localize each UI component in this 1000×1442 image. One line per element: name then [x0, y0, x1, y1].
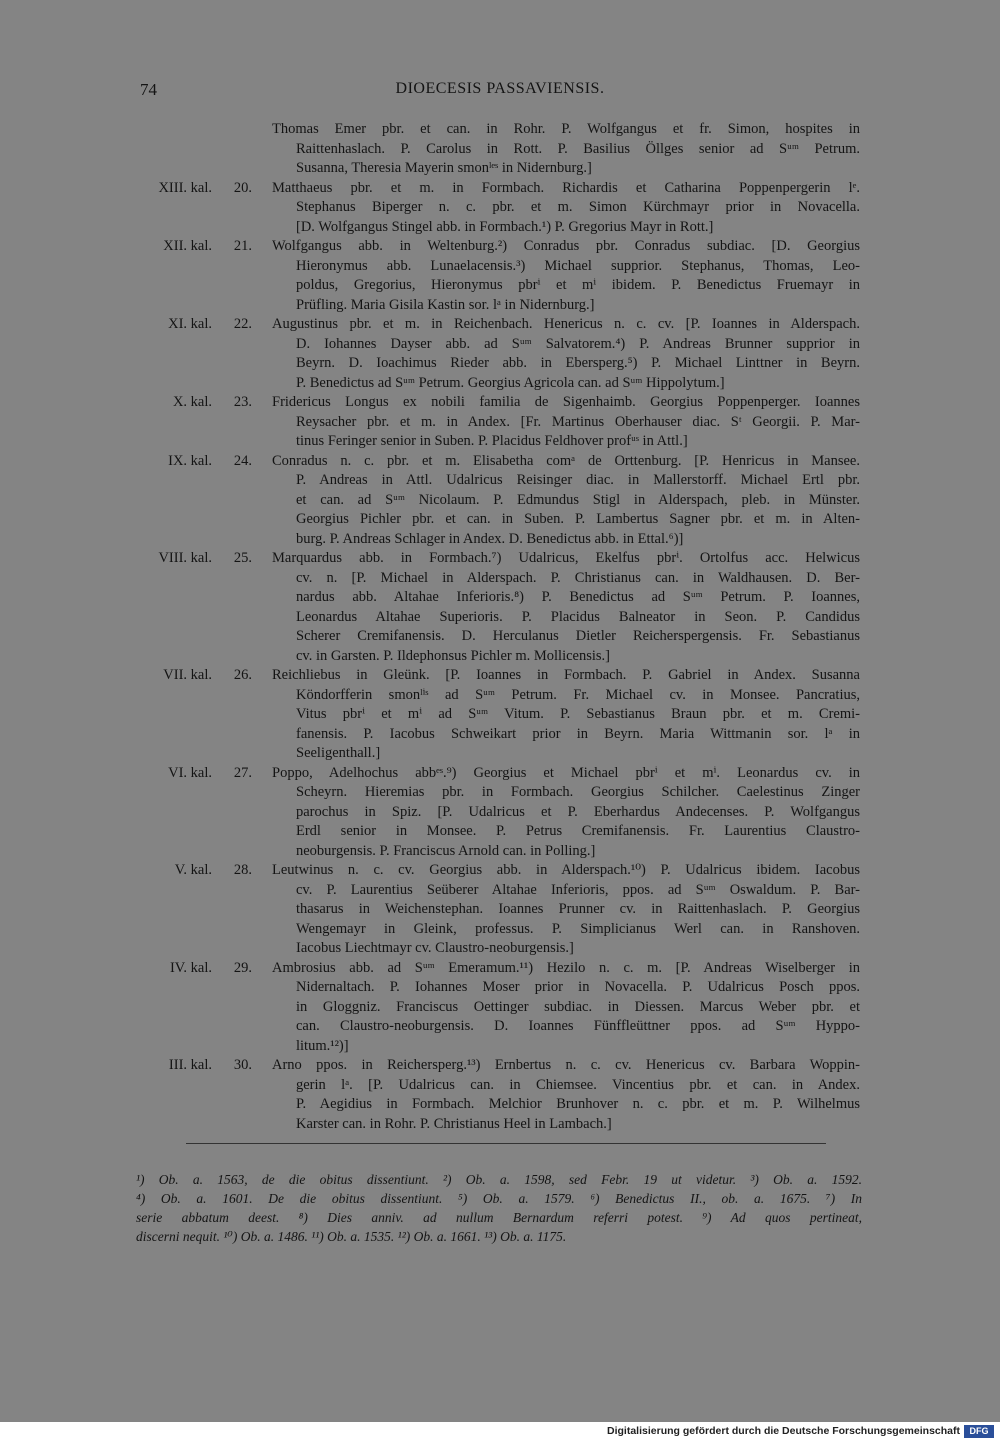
- entry-text: [272, 452, 860, 550]
- entry-line: Leonardus Altahae Superioris. P. Placidus Balneator in Seon. P. Candidus: [296, 608, 860, 625]
- entry-text: [272, 315, 860, 393]
- entry-line: [D. Wolfgangus Stingel abb. in Formbach.¹) P. Gregorius Mayr in Rott.]: [296, 218, 714, 235]
- calendar-entry: [0, 179, 1000, 238]
- footnote-line: discerni nequit. ¹⁰) Ob. a. 1486. ¹¹) Ob. a. 1535. ¹²) Ob. a. 1661. ¹³) Ob. a. 1175.: [136, 1229, 567, 1244]
- entry-line: Köndorfferin smonˡⁱˢ ad Sᵘᵐ Petrum. Fr. Michael cv. in Monsee. Pancratius,: [296, 686, 860, 703]
- entry-line: Iacobus Liechtmayr cv. Claustro-neoburgensis.]: [296, 940, 574, 956]
- entry-line: et can. ad Sᵘᵐ Nicolaum. P. Edmundus Stigl in Alderspach, pleb. in Münster.: [296, 491, 860, 508]
- entry-day: 20.: [233, 179, 252, 196]
- entry-line: Reysacher pbr. et m. in Andex. [Fr. Martinus Oberhauser diac. Sᵗ Georgii. P. Mar-: [296, 413, 860, 430]
- entry-line: Matthaeus pbr. et m. in Formbach. Richardis et Catharina Poppenpergerin lᵉ.: [272, 179, 860, 196]
- entry-text: [272, 959, 860, 1057]
- entry-line: Marquardus abb. in Formbach.⁷) Udalricus, Ekelfus pbrⁱ. Ortolfus acc. Helwicus: [272, 550, 860, 566]
- entry-line: cv. n. [P. Michael in Alderspach. P. Christianus can. in Waldhausen. D. Ber-: [296, 569, 860, 586]
- entry-line: Erdl senior in Monsee. P. Petrus Cremifanensis. Fr. Laurentius Claustro-: [296, 823, 860, 839]
- funding-notice: Digitalisierung gefördert durch die Deutsche Forschungsgemeinschaft: [607, 1425, 960, 1437]
- running-title: DIOECESIS PASSAVIENSIS.: [395, 80, 605, 97]
- entry-line: nardus abb. Altahae Inferioris.⁸) P. Benedictus ad Sᵘᵐ Petrum. P. Ioannes,: [296, 589, 860, 605]
- footnote-rule: [186, 1143, 826, 1144]
- entry-day: 21.: [233, 238, 252, 254]
- entry-line: Thomas Emer pbr. et can. in Rohr. P. Wolfgangus et fr. Simon, hospites in: [272, 121, 860, 137]
- entry-day: 22.: [233, 316, 252, 332]
- entry-date: XI. kal.: [168, 316, 212, 332]
- entry-line: cv. in Garsten. P. Ildephonsus Pichler m. Mollicensis.]: [296, 647, 610, 664]
- footer-bar: [0, 1422, 1000, 1442]
- entry-line: Prüfling. Maria Gisila Kastin sor. lᵃ in Nidernburg.]: [296, 296, 595, 313]
- entry-date: VIII. kal.: [158, 550, 212, 566]
- entry-line: Stephanus Biperger n. c. pbr. et m. Simon Kürchmayr prior in Novacella.: [296, 199, 860, 215]
- calendar-entry: [0, 237, 1000, 315]
- entry-line: in Gloggniz. Franciscus Oettinger subdiac. in Diessen. Marcus Weber pbr. et: [296, 998, 860, 1015]
- entry-line: Augustinus pbr. et m. in Reichenbach. Henericus n. c. cv. [P. Ioannes in Alderspach.: [272, 316, 860, 332]
- entry-line: Seeligenthall.]: [296, 745, 381, 761]
- entry-line: D. Iohannes Dayser abb. ad Sᵘᵐ Salvatorem.⁴) P. Andreas Brunner supprior in: [296, 335, 860, 352]
- entry-line: Arno ppos. in Reichersperg.¹³) Ernbertus n. c. cv. Henericus cv. Barbara Woppin-: [272, 1057, 860, 1073]
- entry-text: [272, 393, 860, 452]
- entry-date: X. kal.: [172, 394, 212, 410]
- entry-date: V. kal.: [174, 862, 212, 878]
- entry-day: 23.: [233, 394, 252, 410]
- entry-line: burg. P. Andreas Schlager in Andex. D. Benedictus abb. in Ettal.⁶)]: [296, 530, 684, 547]
- entry-day: 24.: [233, 452, 252, 469]
- entry-text: [272, 237, 860, 315]
- entry-line: Ambrosius abb. ad Sᵘᵐ Emeramum.¹¹) Hezilo n. c. m. [P. Andreas Wiselberger in: [272, 959, 860, 976]
- calendar-entry: [0, 764, 1000, 862]
- calendar-entry: [0, 120, 1000, 179]
- entry-line: tinus Feringer senior in Suben. P. Placidus Feldhover profᵘˢ in Attl.]: [296, 433, 688, 449]
- entry-line: parochus in Spiz. [P. Udalricus et P. Eberhardus Andecenses. P. Wolfgangus: [296, 803, 860, 820]
- entry-line: P. Andreas in Attl. Udalricus Reisinger diac. in Mallerstorff. Michael Ertl pbr.: [296, 472, 860, 488]
- page-number: 74: [140, 80, 157, 99]
- dfg-logo: DFG: [964, 1425, 994, 1438]
- calendar-entries: [0, 120, 1000, 1134]
- entry-line: Conradus n. c. pbr. et m. Elisabetha comᵃ de Orttenburg. [P. Henricus in Mansee.: [272, 452, 860, 469]
- entry-date: XIII. kal.: [158, 179, 212, 196]
- calendar-entry: [0, 861, 1000, 959]
- entry-line: Beyrn. D. Ioachimus Rieder abb. in Ebersperg.⁵) P. Michael Linttner in Beyrn.: [296, 355, 860, 371]
- footnote-line: ⁴) Ob. a. 1601. De die obitus dissentiunt. ⁵) Ob. a. 1579. ⁶) Benedictus II., ob. a. 1675. ⁷) In: [136, 1191, 862, 1206]
- entry-line: gerin lᵃ. [P. Udalricus can. in Chiemsee. Vincentius pbr. et can. in Andex.: [296, 1076, 860, 1093]
- entry-line: fanensis. P. Iacobus Schweikart prior in Beyrn. Maria Wittmanin sor. lᵃ in: [296, 725, 860, 742]
- entry-line: Leutwinus n. c. cv. Georgius abb. in Alderspach.¹⁰) P. Udalricus ibidem. Iacobus: [272, 862, 860, 878]
- entry-text: [272, 179, 860, 238]
- entry-line: can. Claustro-neoburgensis. D. Ioannes Fünffleüttner ppos. ad Sᵘᵐ Hyppo-: [296, 1018, 860, 1034]
- entry-date: IV. kal.: [169, 959, 212, 976]
- entry-text: [272, 764, 860, 862]
- entry-date: IX. kal.: [168, 452, 212, 469]
- calendar-entry: [0, 315, 1000, 393]
- entry-line: Reichliebus in Gleünk. [P. Ioannes in Formbach. P. Gabriel in Andex. Susanna: [272, 667, 860, 683]
- entry-line: Raittenhaslach. P. Carolus in Rott. P. Basilius Öllges senior ad Sᵘᵐ Petrum.: [296, 140, 860, 157]
- entry-day: 27.: [233, 764, 252, 781]
- entry-line: Georgius Pichler pbr. et can. in Suben. P. Lambertus Sagner pbr. et m. in Alten-: [296, 511, 860, 527]
- entry-line: Scherer Cremifanensis. D. Herculanus Dietler Reicherspergensis. Fr. Sebastianus: [296, 628, 860, 644]
- entry-line: P. Benedictus ad Sᵘᵐ Petrum. Georgius Agricola can. ad Sᵘᵐ Hippolytum.]: [296, 374, 725, 391]
- entry-text: [272, 666, 860, 764]
- footnote-line: serie abbatum deest. ⁸) Dies anniv. ad nullum Bernardum referri potest. ⁹) Ad quos pertineat,: [136, 1210, 862, 1225]
- entry-line: Wengemayr in Gleink, professus. P. Simplicianus Werl can. in Ranshoven.: [296, 920, 860, 937]
- entry-line: Susanna, Theresia Mayerin smonˡᵉˢ in Nidernburg.]: [296, 160, 592, 176]
- calendar-entry: [0, 1056, 1000, 1134]
- calendar-entry: [0, 666, 1000, 764]
- page-header: [140, 80, 860, 104]
- entry-date: XII. kal.: [163, 238, 212, 254]
- calendar-entry: [0, 393, 1000, 452]
- entry-line: P. Aegidius in Formbach. Melchior Brunhover n. c. pbr. et m. P. Wilhelmus: [296, 1096, 860, 1112]
- entry-line: thasarus in Weichenstephan. Ioannes Prunner cv. in Raittenhaslach. P. Georgius: [296, 901, 860, 917]
- entry-text: [272, 1056, 860, 1134]
- entry-day: 25.: [233, 550, 252, 566]
- calendar-entry: [0, 959, 1000, 1057]
- footnote-line: ¹) Ob. a. 1563, de die obitus dissentiunt. ²) Ob. a. 1598, sed Febr. 19 ut videtur. ³) Ob. a. 1592.: [136, 1172, 862, 1187]
- entry-date: VII. kal.: [163, 667, 212, 683]
- entry-line: Nidernaltach. P. Iohannes Moser prior in Novacella. P. Udalricus Posch ppos.: [296, 979, 860, 995]
- entry-text: [272, 861, 860, 959]
- entry-date: VI. kal.: [168, 764, 212, 781]
- footnotes: [136, 1170, 862, 1246]
- entry-line: poldus, Gregorius, Hieronymus pbrⁱ et mⁱ ibidem. P. Benedictus Fruemayr in: [296, 277, 860, 293]
- entry-day: 29.: [233, 959, 252, 976]
- entry-line: Hieronymus abb. Lunaelacensis.³) Michael supprior. Stephanus, Thomas, Leo-: [296, 257, 860, 274]
- entry-day: 28.: [233, 862, 252, 878]
- entry-line: Fridericus Longus ex nobili familia de Sigenhaimb. Georgius Poppenperger. Ioannes: [272, 394, 860, 410]
- entry-text: [272, 549, 860, 666]
- entry-line: Wolfgangus abb. in Weltenburg.²) Conradus pbr. Conradus subdiac. [D. Georgius: [272, 238, 860, 254]
- entry-line: Vitus pbrⁱ et mⁱ ad Sᵘᵐ Vitum. P. Sebastianus Braun pbr. et m. Cremi-: [296, 706, 860, 722]
- entry-line: Karster can. in Rohr. P. Christianus Heel in Lambach.]: [296, 1115, 612, 1132]
- entry-line: neoburgensis. P. Franciscus Arnold can. in Polling.]: [296, 842, 596, 859]
- calendar-entry: [0, 452, 1000, 550]
- entry-line: cv. P. Laurentius Seüberer Altahae Inferioris, ppos. ad Sᵘᵐ Oswaldum. P. Bar-: [296, 881, 860, 898]
- entry-line: litum.¹²)]: [296, 1037, 349, 1054]
- entry-date: III. kal.: [168, 1057, 212, 1073]
- entry-day: 30.: [233, 1057, 252, 1073]
- entry-line: Scheyrn. Hieremias pbr. in Formbach. Georgius Schilcher. Caelestinus Zinger: [296, 784, 860, 800]
- calendar-entry: [0, 549, 1000, 666]
- entry-text: [272, 120, 860, 179]
- entry-line: Poppo, Adelhochus abbᵉˢ.⁹) Georgius et Michael pbrⁱ et mⁱ. Leonardus cv. in: [272, 764, 860, 781]
- entry-day: 26.: [233, 667, 252, 683]
